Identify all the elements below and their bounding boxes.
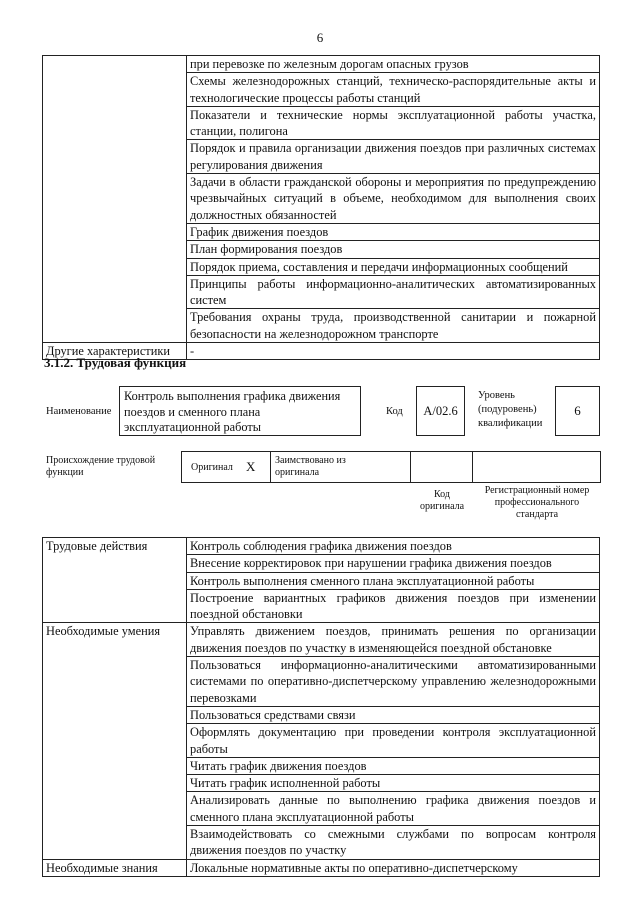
origin-table xyxy=(181,451,601,483)
reg-number-label: Регистрационный номер профессионального стандарта xyxy=(484,485,590,520)
row-item: Построение вариантных графиков движения поездов при изменении поездной обстановки xyxy=(187,589,600,623)
row-item: - xyxy=(187,343,600,360)
row-label: Трудовые действия xyxy=(43,538,187,623)
page-number: 6 xyxy=(316,30,324,45)
row-item: Пользоваться информационно-аналитическими автоматизированными системами по оперативно-диспетчерскому управлению железнодорожными перевозками xyxy=(187,657,600,707)
row-label xyxy=(43,56,187,343)
row-item: Взаимодействовать со смежными службами по вопросам контроля движения поездов по участку xyxy=(187,826,600,860)
name-label: Наименование xyxy=(46,406,112,417)
code-value: A/02.6 xyxy=(416,386,465,436)
original-label: Оригинал xyxy=(191,462,233,473)
row-item: План формирования поездов xyxy=(187,241,600,258)
table-row xyxy=(43,56,600,73)
row-item: Схемы железнодорожных станций, техническо-распорядительные акты и технологические процессы работы станций xyxy=(187,73,600,107)
row-item: Контроль выполнения сменного плана эксплуатационной работы xyxy=(187,572,600,589)
function-name: Контроль выполнения графика движения поездов и сменного плана эксплуатационной работы xyxy=(119,386,361,436)
row-item: при перевозке по железным дорогам опасных грузов xyxy=(187,56,600,73)
row-item: Контроль соблюдения графика движения поездов xyxy=(187,538,600,555)
row-item: Читать график движения поездов xyxy=(187,757,600,774)
row-label: Необходимые знания xyxy=(43,859,187,876)
row-item: Показатели и технические нормы эксплуатационной работы участка, станции, полигона xyxy=(187,106,600,140)
row-item: Оформлять документацию при проведении контроля эксплуатационной работы xyxy=(187,724,600,758)
row-item: Читать график исполненной работы xyxy=(187,775,600,792)
row-item: Управлять движением поездов, принимать решения по организации движения поездов по участку в изменяющейся поездной обстановке xyxy=(187,623,600,657)
knowledge-table xyxy=(42,55,600,360)
row-item: Принципы работы информационно-аналитических автоматизированных систем xyxy=(187,275,600,309)
row-label: Необходимые умения xyxy=(43,623,187,859)
row-item: Требования охраны труда, производственной санитарии и пожарной безопасности на железнодорожном транспорте xyxy=(187,309,600,343)
table-row xyxy=(43,623,600,657)
section-title: 3.1.2. Трудовая функция xyxy=(44,355,187,370)
row-item: Анализировать данные по выполнению графика движения поездов и сменного плана эксплуатационной работы xyxy=(187,792,600,826)
row-item: График движения поездов xyxy=(187,223,600,240)
table-row xyxy=(43,538,600,555)
table-row xyxy=(43,859,600,876)
row-item: Задачи в области гражданской обороны и мероприятия по предупреждению чрезвычайных ситуаций в объеме, необходимом для выполнения своих должностных обязанностей xyxy=(187,174,600,224)
row-item: Внесение корректировок при нарушении графика движения поездов xyxy=(187,555,600,572)
level-label: Уровень (подуровень) квалификации xyxy=(478,390,543,429)
row-item: Локальные нормативные акты по оперативно-диспетчерскому xyxy=(187,859,600,876)
origin-code-label: Код оригинала xyxy=(419,489,465,512)
origin-label: Происхождение трудовой функции xyxy=(46,455,156,478)
details-table xyxy=(42,537,600,877)
level-value: 6 xyxy=(555,386,600,436)
original-mark: X xyxy=(246,459,256,474)
row-item: Пользоваться средствами связи xyxy=(187,706,600,723)
borrowed-label: Заимствовано из оригинала xyxy=(275,455,346,478)
row-label: Другие характеристики xyxy=(43,343,187,360)
code-label: Код xyxy=(386,406,403,417)
row-item: Порядок приема, составления и передачи информационных сообщений xyxy=(187,258,600,275)
row-item: Порядок и правила организации движения поездов при различных системах регулирования движения xyxy=(187,140,600,174)
